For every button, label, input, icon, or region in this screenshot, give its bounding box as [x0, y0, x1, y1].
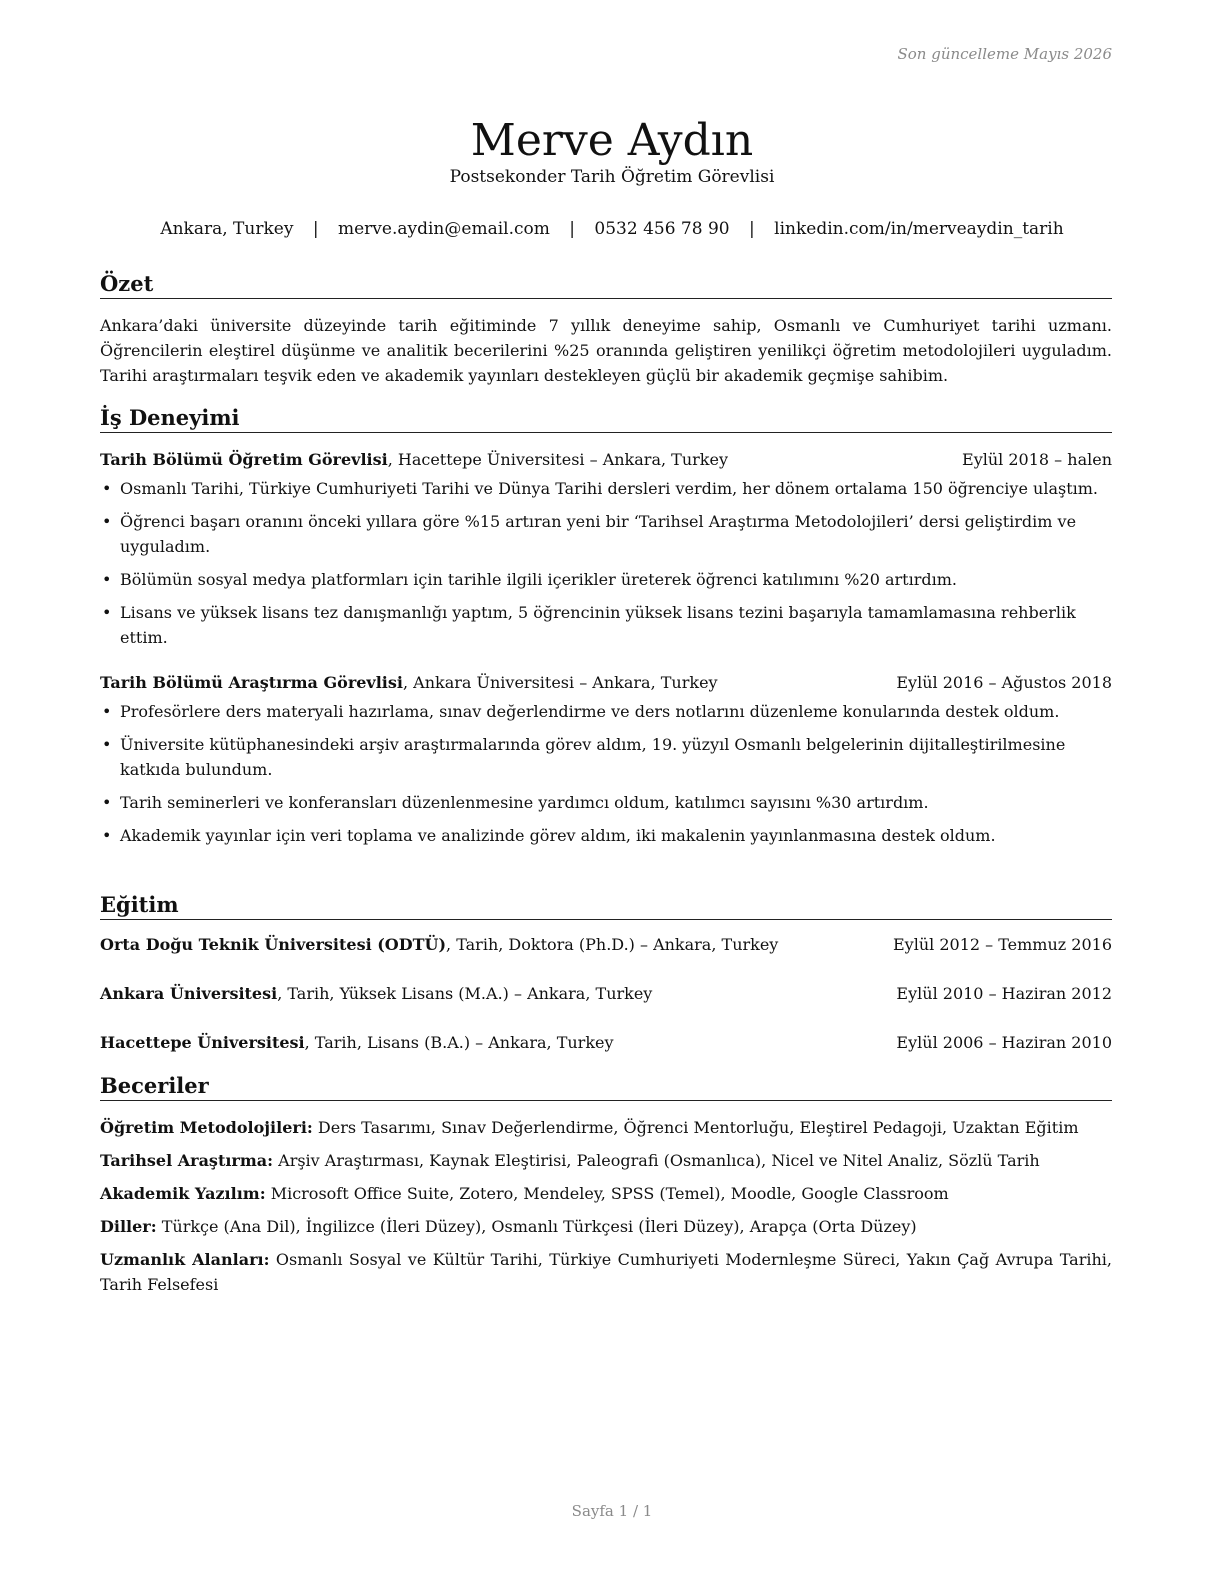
education-school: Orta Doğu Teknik Üniversitesi (ODTÜ)	[100, 935, 447, 955]
job-bullet: • Öğrenci başarı oranını önceki yıllara göre %15 artıran yeni bir ‘Tarihsel Araştırma Metodolojileri’ dersi geliştirdim ve uyguladım.	[100, 509, 1112, 559]
job-bullet: • Akademik yayınlar için veri toplama ve analizinde görev aldım, iki makalenin yayınlanmasına destek oldum.	[100, 823, 1112, 848]
education-school: Hacettepe Üniversitesi	[100, 1033, 305, 1053]
contact-location: Ankara, Turkey	[160, 219, 294, 239]
skill-label: Akademik Yazılım:	[100, 1184, 266, 1204]
skill-row	[100, 1115, 1112, 1140]
job-bullet: • Osmanlı Tarihi, Türkiye Cumhuriyeti Tarihi ve Dünya Tarihi dersleri verdim, her dönem ortalama 150 öğrenciye ulaştım.	[100, 476, 1112, 501]
job-bullet: • Profesörlere ders materyali hazırlama, sınav değerlendirme ve ders notlarını düzenleme konularında destek oldum.	[100, 699, 1112, 724]
section-title-education: Eğitim	[100, 892, 1112, 920]
job-bullets	[100, 476, 1112, 650]
person-name: Merve Aydın	[470, 115, 754, 167]
job-bullets	[100, 699, 1112, 848]
job-bullet: • Üniversite kütüphanesindeki arşiv araştırmalarında görev aldım, 19. yüzyıl Osmanlı belgelerinin dijitalleştirilmesine katkıda bulundum.	[100, 732, 1112, 782]
section-title-summary: Özet	[100, 271, 1112, 299]
skills-section	[100, 1073, 1112, 1297]
skill-value: Ders Tasarımı, Sınav Değerlendirme, Öğrenci Mentorluğu, Eleştirel Pedagoji, Uzaktan Eğitim	[312, 1118, 1079, 1138]
summary-text: Ankara’daki üniversite düzeyinde tarih eğitiminde 7 yıllık deneyime sahip, Osmanlı ve Cumhuriyet tarihi uzmanı. Öğrencilerin eleştirel düşünme ve analitik becerilerini %25 oranında geliştiren yenilikçi öğretim metodolojileri uyguladım. Tarihi araştırmaları teşvik eden ve akademik yayınları destekleyen güçlü bir akademik geçmişe sahibim.	[100, 316, 1112, 386]
experience-section	[100, 405, 1112, 856]
headline: Postsekonder Tarih Öğretim Görevlisi	[449, 167, 775, 187]
job-bullet: • Tarih seminerleri ve konferansları düzenlenmesine yardımcı oldum, katılımcı sayısını %30 artırdım.	[100, 790, 1112, 815]
skill-value: Türkçe (Ana Dil), İngilizce (İleri Düzey), Osmanlı Türkçesi (İleri Düzey), Arapça (Orta Düzey)	[156, 1217, 917, 1237]
job-entry	[100, 670, 1112, 848]
skill-row	[100, 1214, 1112, 1239]
job-org: , Hacettepe Üniversitesi – Ankara, Turkey	[387, 450, 728, 470]
skill-label: Tarihsel Araştırma:	[100, 1151, 274, 1171]
summary-section	[100, 271, 1112, 388]
job-dates: Eylül 2018 – halen	[962, 450, 1112, 470]
skill-row	[100, 1247, 1112, 1297]
contact-separator: |	[749, 219, 755, 239]
job-entry	[100, 447, 1112, 650]
section-title-skills: Beceriler	[100, 1073, 1112, 1101]
page-number: Sayfa 1 / 1	[571, 1502, 653, 1520]
contact-line	[0, 219, 1224, 239]
education-dates: Eylül 2012 – Temmuz 2016	[892, 935, 1112, 955]
job-bullet: • Lisans ve yüksek lisans tez danışmanlığı yaptım, 5 öğrencinin yüksek lisans tezini başarıyla tamamlamasına rehberlik ettim.	[100, 600, 1112, 650]
job-bullet: • Bölümün sosyal medya platformları için tarihle ilgili içerikler üreterek öğrenci katılımını %20 artırdım.	[100, 567, 1112, 592]
education-detail: , Tarih, Lisans (B.A.) – Ankara, Turkey	[304, 1033, 614, 1053]
skill-row	[100, 1148, 1112, 1173]
contact-phone: 0532 456 78 90	[594, 219, 730, 239]
skill-value: Arşiv Araştırması, Kaynak Eleştirisi, Paleografi (Osmanlıca), Nicel ve Nitel Analiz, Sözlü Tarih	[273, 1151, 1040, 1171]
skill-label: Diller:	[100, 1217, 157, 1237]
skill-label: Uzmanlık Alanları:	[100, 1250, 270, 1270]
job-role: Tarih Bölümü Araştırma Görevlisi	[100, 673, 403, 693]
education-row	[100, 932, 1112, 957]
skill-value: Osmanlı Sosyal ve Kültür Tarihi, Türkiye Cumhuriyeti Modernleşme Süreci, Yakın Çağ Avrupa Tarihi, Tarih Felsefesi	[100, 1250, 1112, 1295]
education-row	[100, 981, 1112, 1006]
education-detail: , Tarih, Doktora (Ph.D.) – Ankara, Turkey	[446, 935, 779, 955]
skill-label: Öğretim Metodolojileri:	[100, 1118, 313, 1138]
education-school: Ankara Üniversitesi	[100, 984, 278, 1004]
education-detail: , Tarih, Yüksek Lisans (M.A.) – Ankara, Turkey	[277, 984, 653, 1004]
job-header	[100, 447, 1112, 472]
job-role: Tarih Bölümü Öğretim Görevlisi	[100, 450, 388, 470]
last-updated: Son güncelleme Mayıs 2026	[897, 45, 1112, 63]
job-header	[100, 670, 1112, 695]
education-row	[100, 1030, 1112, 1055]
contact-separator: |	[312, 219, 319, 239]
section-title-experience: İş Deneyimi	[100, 405, 1112, 433]
education-dates: Eylül 2006 – Haziran 2010	[896, 1033, 1112, 1053]
job-org: , Ankara Üniversitesi – Ankara, Turkey	[402, 673, 718, 693]
job-dates: Eylül 2016 – Ağustos 2018	[896, 673, 1112, 693]
contact-linkedin[interactable]: linkedin.com/in/merveaydin_tarih	[774, 219, 1064, 239]
education-section	[100, 892, 1112, 1079]
skill-value: Microsoft Office Suite, Zotero, Mendeley, SPSS (Temel), Moodle, Google Classroom	[265, 1184, 949, 1204]
contact-email[interactable]: merve.aydin@email.com	[338, 219, 550, 239]
skill-row	[100, 1181, 1112, 1206]
contact-separator: |	[569, 219, 575, 239]
education-dates: Eylül 2010 – Haziran 2012	[896, 984, 1112, 1004]
